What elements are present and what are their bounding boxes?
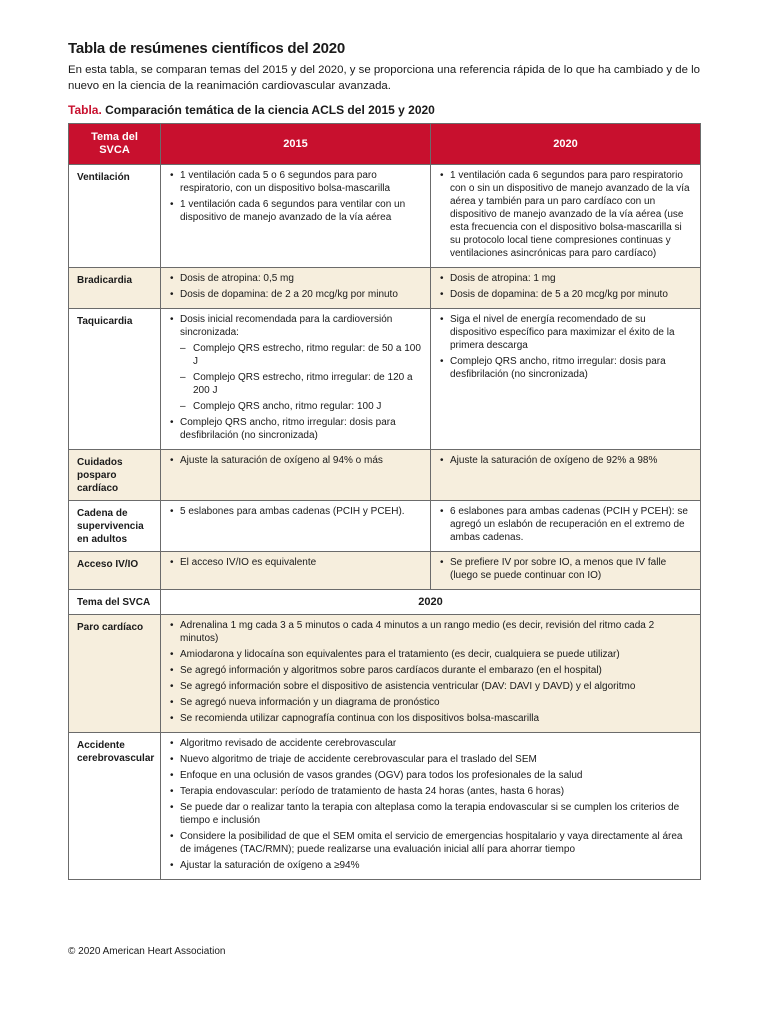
bullet-list: [437, 272, 694, 301]
row-topic: Paro cardíaco: [69, 615, 161, 733]
subheader-2020: 2020: [161, 590, 701, 615]
bullet-list: [437, 313, 694, 381]
copyright-footer: © 2020 American Heart Association: [68, 946, 226, 957]
subheader-topic: Tema del SVCA: [69, 590, 161, 615]
list-item: • Se puede dar o realizar tanto la terapia con alteplasa como la terapia endovascular si se cumplen los criterios de tiempo e inclusión: [167, 801, 694, 827]
table-row: [69, 733, 701, 880]
new-topics-table-body: [69, 590, 701, 880]
bullet-list: [437, 454, 694, 467]
row-topic: Cadena de supervivencia en adultos: [69, 501, 161, 552]
row-topic: Cuidados posparo cardíaco: [69, 450, 161, 501]
bullet-list: [167, 505, 424, 518]
bullet-list: [437, 505, 694, 544]
cell-2020: [431, 450, 701, 501]
list-item: • Se agregó información sobre el dispositivo de asistencia ventricular (DAV: DAVI y DAVD) y el algoritmo: [167, 680, 694, 693]
table-row: [69, 501, 701, 552]
list-item: • Adrenalina 1 mg cada 3 a 5 minutos o cada 4 minutos a un rango medio (es decir, revisión del ritmo cada 2 minutos): [167, 619, 694, 645]
list-item: • Ajuste la saturación de oxígeno de 92% a 98%: [437, 454, 694, 467]
row-topic: Accidente cerebrovascular: [69, 733, 161, 880]
cell-2020: [431, 552, 701, 590]
cell-2015: [161, 165, 431, 268]
list-item: • 6 eslabones para ambas cadenas (PCIH y PCEH): se agregó un eslabón de recuperación en el extremo de ambas cadenas.: [437, 505, 694, 544]
bullet-list: [437, 169, 694, 260]
list-item: • Se agregó nueva información y un diagrama de pronóstico: [167, 696, 694, 709]
bullet-list: [167, 737, 694, 872]
comparison-table: [68, 123, 701, 880]
header-topic: Tema del SVCA: [69, 124, 161, 165]
sub-list-item: – Complejo QRS ancho, ritmo regular: 100 J: [167, 400, 424, 413]
list-item: • Dosis inicial recomendada para la cardioversión sincronizada:: [167, 313, 424, 339]
table-row: [69, 450, 701, 501]
bullet-list: [167, 556, 424, 569]
list-item: • Se recomienda utilizar capnografía continua con los dispositivos bolsa-mascarilla: [167, 712, 694, 725]
list-item: • Complejo QRS ancho, ritmo irregular: dosis para desfibrilación (no sincronizada): [437, 355, 694, 381]
list-item: • Ajuste la saturación de oxígeno al 94% o más: [167, 454, 424, 467]
list-item: • El acceso IV/IO es equivalente: [167, 556, 424, 569]
sub-list-item: – Complejo QRS estrecho, ritmo irregular: de 120 a 200 J: [167, 371, 424, 397]
list-item: • Algoritmo revisado de accidente cerebrovascular: [167, 737, 694, 750]
sub-list-item: – Complejo QRS estrecho, ritmo regular: de 50 a 100 J: [167, 342, 424, 368]
table-row: [69, 309, 701, 450]
list-item: • Terapia endovascular: período de tratamiento de hasta 24 horas (antes, hasta 6 horas): [167, 785, 694, 798]
list-item: • Ajustar la saturación de oxígeno a ≥94%: [167, 859, 694, 872]
cell-2015: [161, 552, 431, 590]
caption-text: Comparación temática de la ciencia ACLS del 2015 y 2020: [101, 103, 435, 117]
cell-2015: [161, 501, 431, 552]
list-item: • Dosis de atropina: 1 mg: [437, 272, 694, 285]
bullet-list: [167, 169, 424, 224]
bullet-list: [167, 619, 694, 725]
cell-2020: [431, 165, 701, 268]
list-item: • Amiodarona y lidocaína son equivalentes para el tratamiento (es decir, cualquiera se puede utilizar): [167, 648, 694, 661]
document-page: [68, 40, 700, 880]
list-item: • 1 ventilación cada 5 o 6 segundos para paro respiratorio, con un dispositivo bolsa-mascarilla: [167, 169, 424, 195]
row-topic: Bradicardia: [69, 268, 161, 309]
list-item: • Dosis de dopamina: de 2 a 20 mcg/kg por minuto: [167, 288, 424, 301]
row-topic: Taquicardia: [69, 309, 161, 450]
list-item: • 1 ventilación cada 6 segundos para ventilar con un dispositivo de manejo avanzado de la vía aérea: [167, 198, 424, 224]
row-topic: Acceso IV/IO: [69, 552, 161, 590]
table-row: [69, 615, 701, 733]
row-topic: Ventilación: [69, 165, 161, 268]
cell-2020: [431, 501, 701, 552]
cell-2015: [161, 268, 431, 309]
list-item: • 1 ventilación cada 6 segundos para paro respiratorio con o sin un dispositivo de manejo avanzado de la vía aérea y también para un paro cardíaco con un dispositivo de manejo avanzado de la vía aérea (use esta frecuencia con el dispositivo bolsa-mascarilla si su protocolo local tiene compresiones continuas y ventilaciones asincrónicas para paro cardíaco): [437, 169, 694, 260]
cell-2015: [161, 309, 431, 450]
table-row: [69, 268, 701, 309]
list-item: • Se agregó información y algoritmos sobre paros cardíacos durante el embarazo (en el hospital): [167, 664, 694, 677]
list-item: • Siga el nivel de energía recomendado de su dispositivo específico para maximizar el éxito de la primera descarga: [437, 313, 694, 352]
header-2015: 2015: [161, 124, 431, 165]
bullet-list: [167, 313, 424, 442]
list-item: • 5 eslabones para ambas cadenas (PCIH y PCEH).: [167, 505, 424, 518]
list-item: • Enfoque en una oclusión de vasos grandes (OGV) para todos los profesionales de la salud: [167, 769, 694, 782]
comparison-table-body: [69, 165, 701, 590]
table-row: [69, 165, 701, 268]
header-2020: 2020: [431, 124, 701, 165]
list-item: • Considere la posibilidad de que el SEM omita el servicio de emergencias hospitalario y vaya directamente al área de imágenes (TAC/RMN); puede realizarse una evaluación inicial allí para ahorrar tiempo: [167, 830, 694, 856]
table-row: [69, 552, 701, 590]
caption-label: Tabla.: [68, 103, 102, 117]
bullet-list: [437, 556, 694, 582]
list-item: • Dosis de dopamina: de 5 a 20 mcg/kg por minuto: [437, 288, 694, 301]
intro-paragraph: En esta tabla, se comparan temas del 2015 y del 2020, y se proporciona una referencia rápida de lo que ha cambiado y de lo nuevo en la ciencia de la reanimación cardiovascular avanzada.: [68, 64, 700, 92]
table-header-row: [69, 124, 701, 165]
cell-2020: [161, 615, 701, 733]
cell-2015: [161, 450, 431, 501]
list-item: • Nuevo algoritmo de triaje de accidente cerebrovascular para el traslado del SEM: [167, 753, 694, 766]
table-caption: [68, 103, 700, 117]
cell-2020: [431, 268, 701, 309]
subheader-row: [69, 590, 701, 615]
list-item: • Se prefiere IV por sobre IO, a menos que IV falle (luego se puede continuar con IO): [437, 556, 694, 582]
bullet-list: [167, 272, 424, 301]
list-item: • Dosis de atropina: 0,5 mg: [167, 272, 424, 285]
cell-2020: [161, 733, 701, 880]
page-title: Tabla de resúmenes científicos del 2020: [68, 40, 346, 57]
cell-2020: [431, 309, 701, 450]
list-item: • Complejo QRS ancho, ritmo irregular: dosis para desfibrilación (no sincronizada): [167, 416, 424, 442]
bullet-list: [167, 454, 424, 467]
